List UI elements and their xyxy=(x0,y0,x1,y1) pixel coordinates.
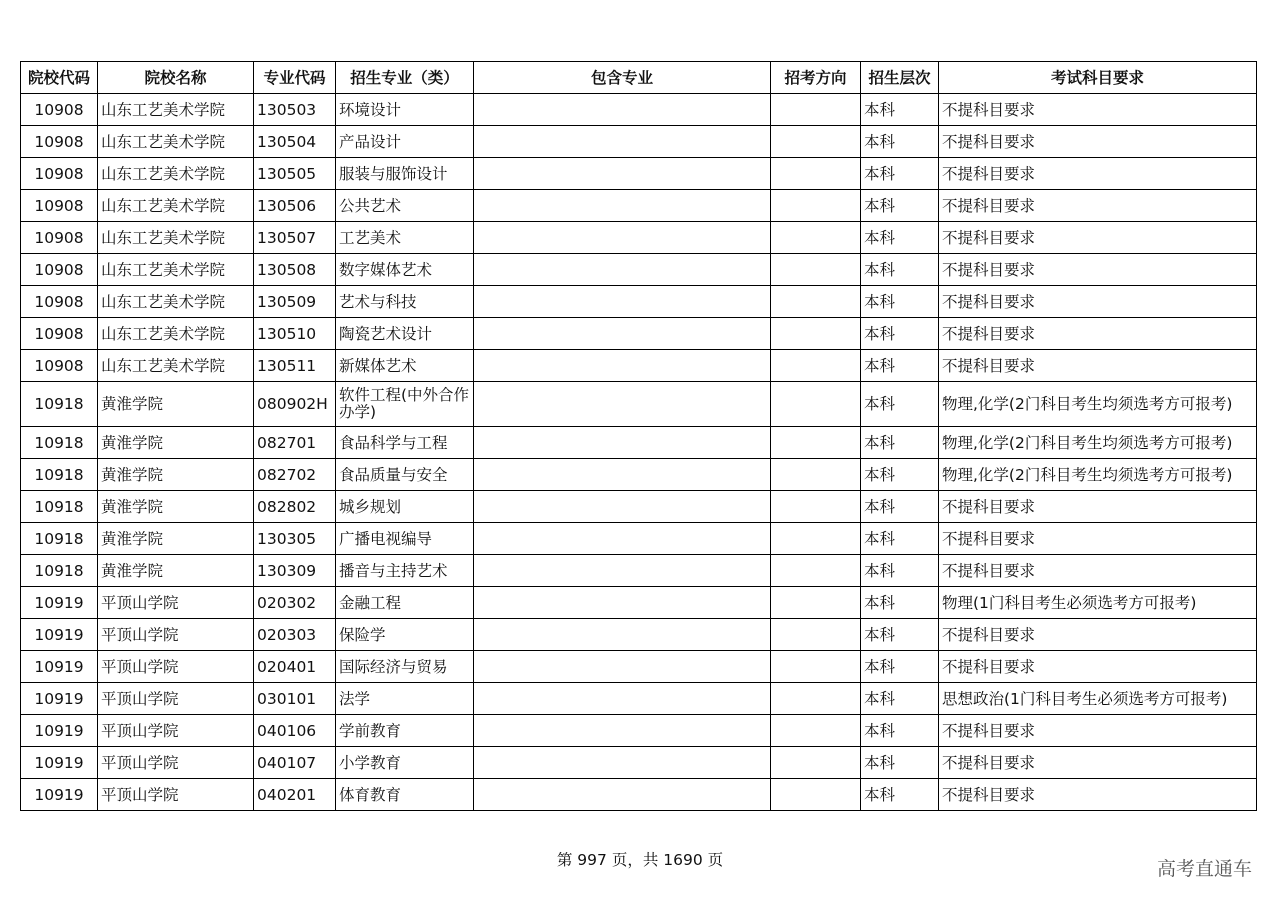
cell-included-majors xyxy=(474,459,771,491)
table-row xyxy=(21,286,1257,318)
cell-school-code: 10918 xyxy=(21,523,98,555)
cell-direction xyxy=(771,222,861,254)
cell-major: 新媒体艺术 xyxy=(336,350,474,382)
table-row xyxy=(21,254,1257,286)
cell-included-majors xyxy=(474,318,771,350)
cell-school-code: 10919 xyxy=(21,619,98,651)
cell-school-name: 山东工艺美术学院 xyxy=(98,190,254,222)
cell-major: 广播电视编导 xyxy=(336,523,474,555)
cell-level: 本科 xyxy=(861,715,939,747)
cell-subject-requirement: 不提科目要求 xyxy=(939,94,1257,126)
cell-subject-requirement: 不提科目要求 xyxy=(939,747,1257,779)
cell-major: 播音与主持艺术 xyxy=(336,555,474,587)
cell-major: 学前教育 xyxy=(336,715,474,747)
cell-school-name: 平顶山学院 xyxy=(98,715,254,747)
page-number: 第 997 页，共 1690 页 xyxy=(556,851,724,869)
table-row xyxy=(21,350,1257,382)
table-row xyxy=(21,126,1257,158)
cell-school-name: 平顶山学院 xyxy=(98,619,254,651)
cell-subject-requirement: 不提科目要求 xyxy=(939,126,1257,158)
cell-level: 本科 xyxy=(861,587,939,619)
cell-school-code: 10919 xyxy=(21,651,98,683)
cell-school-code: 10918 xyxy=(21,555,98,587)
cell-subject-requirement: 物理,化学(2门科目考生均须选考方可报考) xyxy=(939,459,1257,491)
table-row xyxy=(21,587,1257,619)
cell-included-majors xyxy=(474,555,771,587)
cell-school-name: 平顶山学院 xyxy=(98,747,254,779)
cell-level: 本科 xyxy=(861,459,939,491)
cell-subject-requirement: 不提科目要求 xyxy=(939,350,1257,382)
cell-major: 食品质量与安全 xyxy=(336,459,474,491)
cell-major-code: 020401 xyxy=(254,651,336,683)
table-row xyxy=(21,427,1257,459)
cell-direction xyxy=(771,587,861,619)
cell-included-majors xyxy=(474,222,771,254)
cell-subject-requirement: 不提科目要求 xyxy=(939,190,1257,222)
cell-school-code: 10908 xyxy=(21,350,98,382)
cell-direction xyxy=(771,254,861,286)
cell-included-majors xyxy=(474,350,771,382)
table-row xyxy=(21,747,1257,779)
cell-major-code: 130505 xyxy=(254,158,336,190)
cell-school-name: 山东工艺美术学院 xyxy=(98,318,254,350)
cell-direction xyxy=(771,651,861,683)
cell-level: 本科 xyxy=(861,427,939,459)
cell-major-code: 130504 xyxy=(254,126,336,158)
header-included-majors: 包含专业 xyxy=(474,62,771,94)
cell-school-name: 黄淮学院 xyxy=(98,459,254,491)
cell-level: 本科 xyxy=(861,350,939,382)
cell-school-code: 10908 xyxy=(21,190,98,222)
cell-major-code: 082702 xyxy=(254,459,336,491)
cell-school-code: 10918 xyxy=(21,491,98,523)
cell-major: 产品设计 xyxy=(336,126,474,158)
cell-major: 小学教育 xyxy=(336,747,474,779)
cell-direction xyxy=(771,491,861,523)
cell-subject-requirement: 不提科目要求 xyxy=(939,619,1257,651)
cell-included-majors xyxy=(474,683,771,715)
cell-school-code: 10908 xyxy=(21,286,98,318)
cell-level: 本科 xyxy=(861,190,939,222)
cell-major-code: 020302 xyxy=(254,587,336,619)
cell-major: 金融工程 xyxy=(336,587,474,619)
cell-school-code: 10908 xyxy=(21,254,98,286)
cell-major: 数字媒体艺术 xyxy=(336,254,474,286)
cell-included-majors xyxy=(474,94,771,126)
cell-subject-requirement: 不提科目要求 xyxy=(939,523,1257,555)
header-school-name: 院校名称 xyxy=(98,62,254,94)
cell-major: 食品科学与工程 xyxy=(336,427,474,459)
cell-direction xyxy=(771,715,861,747)
cell-level: 本科 xyxy=(861,779,939,811)
cell-level: 本科 xyxy=(861,222,939,254)
cell-subject-requirement: 不提科目要求 xyxy=(939,222,1257,254)
cell-direction xyxy=(771,158,861,190)
cell-subject-requirement: 不提科目要求 xyxy=(939,318,1257,350)
cell-school-name: 黄淮学院 xyxy=(98,427,254,459)
cell-major-code: 130511 xyxy=(254,350,336,382)
table-row xyxy=(21,523,1257,555)
cell-school-code: 10918 xyxy=(21,427,98,459)
cell-school-name: 平顶山学院 xyxy=(98,651,254,683)
cell-school-code: 10918 xyxy=(21,459,98,491)
cell-included-majors xyxy=(474,427,771,459)
cell-school-name: 山东工艺美术学院 xyxy=(98,222,254,254)
cell-school-name: 山东工艺美术学院 xyxy=(98,94,254,126)
cell-direction xyxy=(771,747,861,779)
cell-school-name: 黄淮学院 xyxy=(98,491,254,523)
cell-subject-requirement: 思想政治(1门科目考生必须选考方可报考) xyxy=(939,683,1257,715)
cell-school-code: 10908 xyxy=(21,222,98,254)
table-row xyxy=(21,555,1257,587)
cell-subject-requirement: 不提科目要求 xyxy=(939,651,1257,683)
cell-level: 本科 xyxy=(861,158,939,190)
cell-school-code: 10919 xyxy=(21,715,98,747)
cell-school-code: 10919 xyxy=(21,683,98,715)
cell-included-majors xyxy=(474,190,771,222)
cell-major-code: 130507 xyxy=(254,222,336,254)
cell-direction xyxy=(771,427,861,459)
cell-direction xyxy=(771,683,861,715)
cell-school-code: 10908 xyxy=(21,126,98,158)
cell-included-majors xyxy=(474,651,771,683)
cell-school-code: 10908 xyxy=(21,158,98,190)
cell-level: 本科 xyxy=(861,619,939,651)
cell-subject-requirement: 不提科目要求 xyxy=(939,491,1257,523)
cell-major: 软件工程(中外合作办学) xyxy=(336,382,474,427)
table-body xyxy=(21,94,1257,811)
cell-subject-requirement: 不提科目要求 xyxy=(939,158,1257,190)
cell-school-name: 山东工艺美术学院 xyxy=(98,350,254,382)
table-row xyxy=(21,318,1257,350)
cell-level: 本科 xyxy=(861,491,939,523)
cell-school-name: 山东工艺美术学院 xyxy=(98,286,254,318)
cell-included-majors xyxy=(474,779,771,811)
cell-subject-requirement: 物理(1门科目考生必须选考方可报考) xyxy=(939,587,1257,619)
cell-major-code: 082802 xyxy=(254,491,336,523)
header-major: 招生专业（类） xyxy=(336,62,474,94)
header-subject-requirement: 考试科目要求 xyxy=(939,62,1257,94)
cell-school-name: 平顶山学院 xyxy=(98,779,254,811)
cell-included-majors xyxy=(474,158,771,190)
table-row xyxy=(21,491,1257,523)
cell-level: 本科 xyxy=(861,318,939,350)
cell-school-code: 10919 xyxy=(21,747,98,779)
cell-direction xyxy=(771,523,861,555)
cell-school-code: 10919 xyxy=(21,779,98,811)
cell-major: 国际经济与贸易 xyxy=(336,651,474,683)
cell-major: 陶瓷艺术设计 xyxy=(336,318,474,350)
admission-table xyxy=(20,61,1257,811)
cell-level: 本科 xyxy=(861,254,939,286)
cell-school-code: 10908 xyxy=(21,318,98,350)
cell-level: 本科 xyxy=(861,747,939,779)
table-row xyxy=(21,222,1257,254)
cell-major-code: 080902H xyxy=(254,382,336,427)
cell-direction xyxy=(771,459,861,491)
cell-subject-requirement: 物理,化学(2门科目考生均须选考方可报考) xyxy=(939,427,1257,459)
cell-direction xyxy=(771,619,861,651)
cell-major-code: 130503 xyxy=(254,94,336,126)
cell-major-code: 130509 xyxy=(254,286,336,318)
cell-subject-requirement: 物理,化学(2门科目考生均须选考方可报考) xyxy=(939,382,1257,427)
cell-school-name: 平顶山学院 xyxy=(98,587,254,619)
cell-school-code: 10918 xyxy=(21,382,98,427)
table-row xyxy=(21,459,1257,491)
cell-included-majors xyxy=(474,747,771,779)
cell-major-code: 040201 xyxy=(254,779,336,811)
cell-major-code: 082701 xyxy=(254,427,336,459)
cell-level: 本科 xyxy=(861,523,939,555)
cell-included-majors xyxy=(474,587,771,619)
cell-included-majors xyxy=(474,491,771,523)
cell-major: 艺术与科技 xyxy=(336,286,474,318)
cell-school-name: 黄淮学院 xyxy=(98,523,254,555)
cell-major-code: 130305 xyxy=(254,523,336,555)
cell-subject-requirement: 不提科目要求 xyxy=(939,715,1257,747)
cell-included-majors xyxy=(474,619,771,651)
table-row xyxy=(21,779,1257,811)
cell-included-majors xyxy=(474,382,771,427)
cell-included-majors xyxy=(474,254,771,286)
table-row xyxy=(21,158,1257,190)
cell-major-code: 130506 xyxy=(254,190,336,222)
cell-school-name: 山东工艺美术学院 xyxy=(98,254,254,286)
cell-major: 保险学 xyxy=(336,619,474,651)
cell-level: 本科 xyxy=(861,94,939,126)
cell-major-code: 040107 xyxy=(254,747,336,779)
cell-direction xyxy=(771,94,861,126)
table-row xyxy=(21,190,1257,222)
cell-school-name: 黄淮学院 xyxy=(98,382,254,427)
cell-subject-requirement: 不提科目要求 xyxy=(939,254,1257,286)
cell-subject-requirement: 不提科目要求 xyxy=(939,555,1257,587)
cell-major: 环境设计 xyxy=(336,94,474,126)
cell-school-code: 10919 xyxy=(21,587,98,619)
cell-included-majors xyxy=(474,286,771,318)
table-row xyxy=(21,651,1257,683)
cell-level: 本科 xyxy=(861,382,939,427)
cell-major: 体育教育 xyxy=(336,779,474,811)
cell-major-code: 020303 xyxy=(254,619,336,651)
header-direction: 招考方向 xyxy=(771,62,861,94)
cell-included-majors xyxy=(474,126,771,158)
cell-included-majors xyxy=(474,715,771,747)
cell-subject-requirement: 不提科目要求 xyxy=(939,779,1257,811)
cell-direction xyxy=(771,126,861,158)
cell-level: 本科 xyxy=(861,683,939,715)
cell-direction xyxy=(771,286,861,318)
cell-major-code: 040106 xyxy=(254,715,336,747)
cell-level: 本科 xyxy=(861,555,939,587)
cell-level: 本科 xyxy=(861,651,939,683)
header-level: 招生层次 xyxy=(861,62,939,94)
cell-direction xyxy=(771,555,861,587)
cell-school-name: 山东工艺美术学院 xyxy=(98,158,254,190)
header-school-code: 院校代码 xyxy=(21,62,98,94)
cell-major-code: 030101 xyxy=(254,683,336,715)
cell-direction xyxy=(771,350,861,382)
cell-level: 本科 xyxy=(861,286,939,318)
cell-subject-requirement: 不提科目要求 xyxy=(939,286,1257,318)
table-row xyxy=(21,382,1257,427)
cell-major: 服装与服饰设计 xyxy=(336,158,474,190)
cell-level: 本科 xyxy=(861,126,939,158)
cell-direction xyxy=(771,190,861,222)
header-major-code: 专业代码 xyxy=(254,62,336,94)
cell-direction xyxy=(771,318,861,350)
table-row xyxy=(21,715,1257,747)
header-row xyxy=(21,62,1257,94)
cell-major: 法学 xyxy=(336,683,474,715)
cell-major: 城乡规划 xyxy=(336,491,474,523)
cell-major-code: 130508 xyxy=(254,254,336,286)
cell-school-name: 黄淮学院 xyxy=(98,555,254,587)
watermark: 高考直通车 xyxy=(1156,858,1252,880)
cell-school-code: 10908 xyxy=(21,94,98,126)
table-row xyxy=(21,619,1257,651)
table-row xyxy=(21,94,1257,126)
cell-direction xyxy=(771,779,861,811)
cell-direction xyxy=(771,382,861,427)
cell-major: 公共艺术 xyxy=(336,190,474,222)
cell-major-code: 130309 xyxy=(254,555,336,587)
cell-school-name: 平顶山学院 xyxy=(98,683,254,715)
cell-major-code: 130510 xyxy=(254,318,336,350)
cell-included-majors xyxy=(474,523,771,555)
cell-major: 工艺美术 xyxy=(336,222,474,254)
table-row xyxy=(21,683,1257,715)
cell-school-name: 山东工艺美术学院 xyxy=(98,126,254,158)
